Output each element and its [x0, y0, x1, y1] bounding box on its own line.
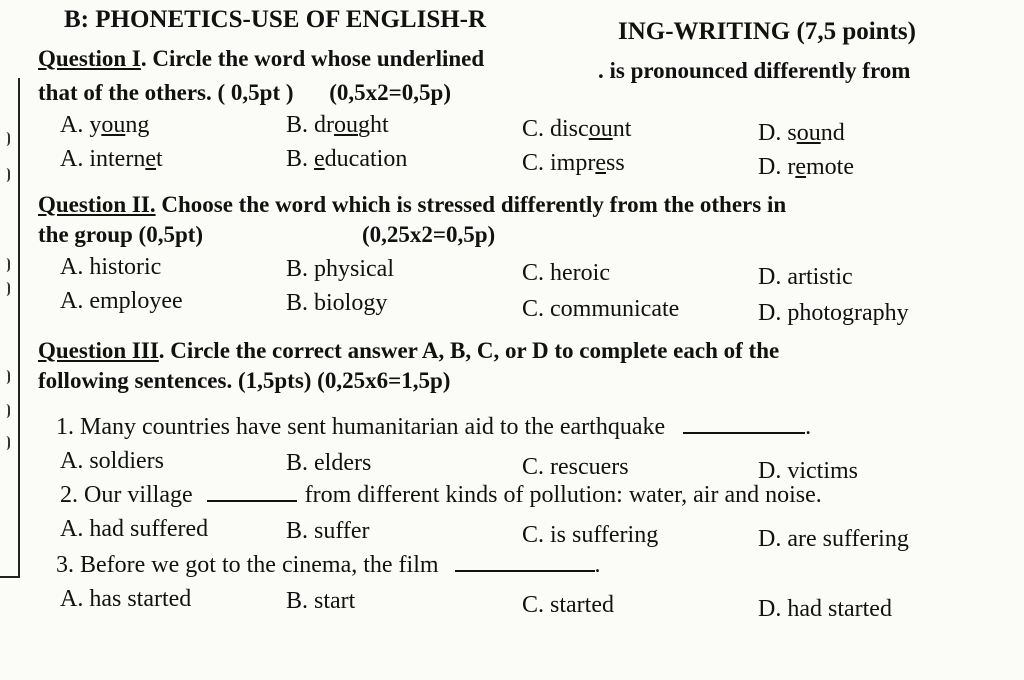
- q1-row2-option-c[interactable]: C. impress: [522, 150, 625, 176]
- q3-item-3-option-c[interactable]: C. started: [522, 592, 614, 618]
- q3-item-3-stem: [56, 552, 601, 579]
- margin-mark: [2, 258, 10, 272]
- q3-item-2-option-c[interactable]: C. is suffering: [522, 522, 659, 548]
- q3-item-1-option-d[interactable]: D. victims: [758, 458, 858, 484]
- q3-item-2-stem: [60, 482, 822, 509]
- q3-item-1-stem: [56, 414, 811, 441]
- answer-blank[interactable]: [207, 500, 297, 502]
- question-1-instructions: that of the others. ( 0,5pt ): [38, 80, 294, 105]
- q2-row1-option-b[interactable]: B. physical: [286, 256, 394, 282]
- q1-row2-option-b[interactable]: B. education: [286, 146, 408, 172]
- question-3-label: Question III: [38, 338, 159, 363]
- margin-mark: [2, 132, 10, 146]
- q3-item-2-option-a[interactable]: A. had suffered: [60, 516, 209, 542]
- question-3-heading: [38, 338, 779, 364]
- q3-item-3-option-b[interactable]: B. start: [286, 588, 356, 614]
- q2-row2-option-c[interactable]: C. communicate: [522, 296, 680, 322]
- margin-mark: [2, 404, 10, 418]
- q3-item-2-stem-text: 2. Our village: [60, 482, 193, 508]
- q3-item-1-stem-text: 1. Many countries have sent humanitarian aid to the earthquake: [56, 414, 666, 440]
- q1-row1-option-d[interactable]: D. sound: [758, 120, 845, 146]
- q3-item-1-stem-end: .: [805, 414, 812, 440]
- q3-item-3-stem-end: .: [594, 552, 601, 578]
- q3-item-3-stem-text: 3. Before we got to the cinema, the film: [56, 552, 439, 578]
- question-1-text-b: . is pronounced differently from: [598, 58, 911, 83]
- q1-row2-option-a[interactable]: A. internet: [60, 146, 163, 172]
- question-1-heading: [38, 46, 484, 72]
- section-title-left: B: PHONETICS-USE OF ENGLISH-R: [64, 6, 487, 33]
- q3-item-1-option-c[interactable]: C. rescuers: [522, 454, 629, 480]
- q3-item-3-option-a[interactable]: A. has started: [60, 586, 192, 612]
- q1-row1-option-b[interactable]: B. drought: [286, 112, 389, 138]
- q2-row1-option-c[interactable]: C. heroic: [522, 260, 610, 286]
- question-1-score: (0,5x2=0,5p): [329, 80, 451, 105]
- q2-row2-option-b[interactable]: B. biology: [286, 290, 388, 316]
- q1-row2-option-d[interactable]: D. remote: [758, 154, 854, 180]
- page-edge-margin: [0, 0, 18, 680]
- question-2-text-b: the group (0,5pt): [38, 222, 204, 247]
- q3-item-2-option-d[interactable]: D. are suffering: [758, 526, 909, 552]
- question-1-text-a: . Circle the word whose underlined: [140, 46, 485, 71]
- section-title-right: ING-WRITING (7,5 points): [618, 18, 916, 45]
- question-2-text-b-row: [38, 222, 496, 248]
- margin-mark: [2, 436, 10, 450]
- answer-blank[interactable]: [683, 432, 805, 434]
- question-1-label: Question I: [38, 46, 141, 71]
- q2-row2-option-a[interactable]: A. employee: [60, 288, 183, 314]
- q3-item-1-option-b[interactable]: B. elders: [286, 450, 372, 476]
- q1-row1-option-c[interactable]: C. discount: [522, 116, 632, 142]
- margin-mark: [2, 370, 10, 384]
- answer-blank[interactable]: [455, 570, 595, 572]
- q1-row1-option-a[interactable]: A. young: [60, 112, 150, 138]
- q2-row1-option-d[interactable]: D. artistic: [758, 264, 853, 290]
- q3-item-2-stem-end: from different kinds of pollution: water, air and noise.: [304, 482, 822, 508]
- question-2-score: (0,25x2=0,5p): [362, 222, 496, 247]
- question-1-text-c: [38, 80, 451, 106]
- margin-border: [0, 78, 20, 578]
- question-3-text-a: . Circle the correct answer A, B, C, or D to complete each of the: [158, 338, 780, 363]
- q3-item-2-option-b[interactable]: B. suffer: [286, 518, 370, 544]
- q2-row1-option-a[interactable]: A. historic: [60, 254, 162, 280]
- question-2-heading: [38, 192, 786, 218]
- q2-row2-option-d[interactable]: D. photography: [758, 300, 909, 326]
- q3-item-3-option-d[interactable]: D. had started: [758, 596, 892, 622]
- question-2-text-a: Choose the word which is stressed differently from the others in: [155, 192, 787, 217]
- question-2-label: Question II.: [38, 192, 156, 217]
- margin-mark: [2, 168, 10, 182]
- question-3-text-b: following sentences. (1,5pts) (0,25x6=1,5p): [38, 368, 451, 393]
- margin-mark: [2, 282, 10, 296]
- q3-item-1-option-a[interactable]: A. soldiers: [60, 448, 164, 474]
